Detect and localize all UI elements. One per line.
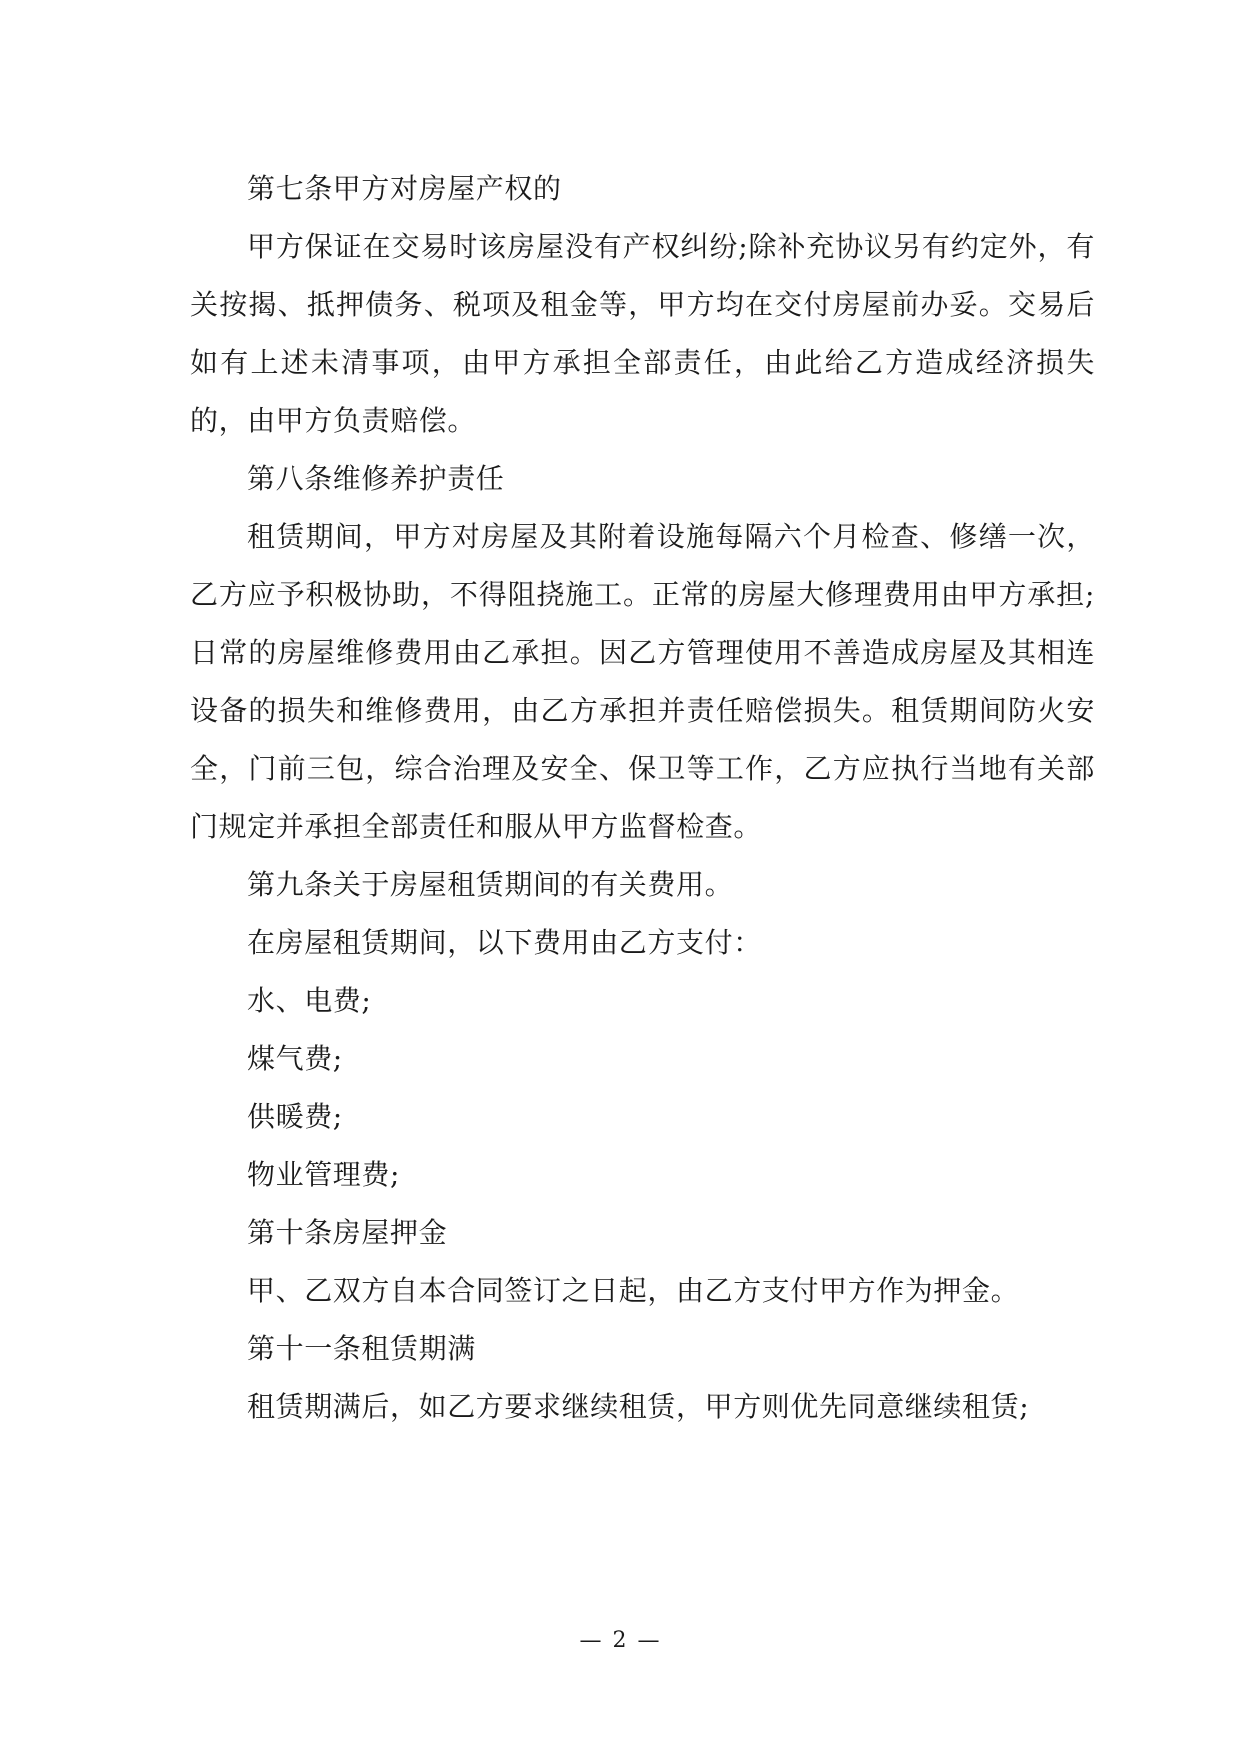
list-item-water-electricity: 水、电费; — [247, 984, 372, 1017]
list-item-gas: 煤气费; — [247, 1042, 343, 1075]
heading-article-8: 第八条维修养护责任 — [247, 462, 505, 495]
list-item-property-management: 物业管理费; — [247, 1158, 401, 1191]
paragraph-deposit: 甲、乙双方自本合同签订之日起，由乙方支付甲方作为押金。 — [247, 1274, 1020, 1307]
heading-article-10: 第十条房屋押金 — [247, 1216, 448, 1249]
paragraph-lease-expiry: 租赁期满后，如乙方要求继续租赁，甲方则优先同意继续租赁; — [247, 1390, 1030, 1423]
page-number: — 2 — — [579, 1628, 662, 1653]
list-item-heating: 供暖费; — [247, 1100, 343, 1133]
document-body — [190, 160, 1095, 1436]
heading-article-9: 第九条关于房屋租赁期间的有关费用。 — [247, 868, 734, 901]
heading-article-7: 第七条甲方对房屋产权的 — [247, 172, 562, 205]
paragraph-fees-intro: 在房屋租赁期间，以下费用由乙方支付： — [247, 926, 762, 959]
heading-article-11: 第十一条租赁期满 — [247, 1332, 476, 1365]
paragraph-property-rights: 甲方保证在交易时该房屋没有产权纠纷;除补充协议另有约定外，有关按揭、抵押债务、税项及租金等，甲方均在交付房屋前办妥。交易后如有上述未清事项，由甲方承担全部责任，由此给乙方造成经济损失的，由甲方负责赔偿。 — [190, 230, 1095, 437]
paragraph-maintenance: 租赁期间，甲方对房屋及其附着设施每隔六个月检查、修缮一次，乙方应予积极协助，不得阻挠施工。正常的房屋大修理费用由甲方承担;日常的房屋维修费用由乙承担。因乙方管理使用不善造成房屋及其相连设备的损失和维修费用，由乙方承担并责任赔偿损失。租赁期间防火安全，门前三包，综合治理及安全、保卫等工作，乙方应执行当地有关部门规定并承担全部责任和服从甲方监督检查。 — [190, 520, 1095, 843]
